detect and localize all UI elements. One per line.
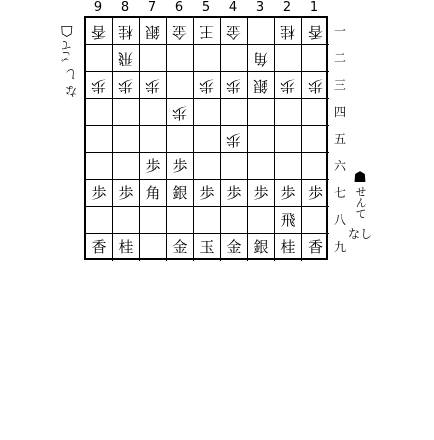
sente-piece: 歩: [172, 156, 188, 175]
board-square-piece[interactable]: [248, 45, 275, 72]
board-square-piece[interactable]: [275, 180, 302, 207]
board-square-piece[interactable]: [248, 234, 275, 261]
board-square-piece[interactable]: [167, 234, 194, 261]
board-square-piece[interactable]: [194, 234, 221, 261]
gote-piece: 歩: [226, 130, 242, 149]
shogi-board: [84, 16, 328, 260]
board-square[interactable]: [275, 45, 302, 72]
gote-piece: 歩: [91, 76, 107, 95]
board-square-piece[interactable]: [113, 234, 140, 261]
rank-label: 四: [333, 105, 346, 119]
rank-labels: [330, 16, 350, 260]
board-square[interactable]: [275, 153, 302, 180]
sente-hand: [348, 168, 372, 268]
file-labels: [0, 0, 434, 16]
board-square[interactable]: [167, 45, 194, 72]
file-label: 1: [309, 0, 319, 15]
sente-piece: 飛: [280, 210, 296, 229]
gote-piece: 飛: [118, 49, 134, 68]
board-square[interactable]: [275, 99, 302, 126]
gote-piece: 金: [172, 22, 188, 41]
sente-piece: 角: [145, 183, 161, 202]
gote-piece: 歩: [307, 76, 323, 95]
gote-mark-icon: ☖: [60, 22, 74, 40]
sente-piece: 歩: [199, 183, 215, 202]
board-square-piece[interactable]: [167, 18, 194, 45]
board-square[interactable]: [113, 126, 140, 153]
gote-piece: 香: [307, 22, 323, 41]
sente-piece: 歩: [307, 183, 323, 202]
board-square[interactable]: [86, 126, 113, 153]
board-square-piece[interactable]: [140, 72, 167, 99]
board-square-piece[interactable]: [140, 153, 167, 180]
board-square[interactable]: [140, 45, 167, 72]
sente-piece: 銀: [253, 238, 269, 256]
board-square[interactable]: [140, 99, 167, 126]
board-square[interactable]: [302, 99, 329, 126]
board-square-piece[interactable]: [302, 234, 329, 261]
board-square[interactable]: [86, 153, 113, 180]
board-square-piece[interactable]: [275, 207, 302, 234]
rank-label: 一: [333, 24, 346, 38]
file-label: 8: [120, 0, 130, 15]
board-square-piece[interactable]: [302, 180, 329, 207]
board-square[interactable]: [194, 207, 221, 234]
board-square-piece[interactable]: [86, 234, 113, 261]
board-square-piece[interactable]: [140, 180, 167, 207]
gote-piece: 歩: [199, 76, 215, 95]
board-square[interactable]: [221, 207, 248, 234]
rank-label: 六: [333, 159, 346, 173]
board-square-piece[interactable]: [113, 18, 140, 45]
board-square[interactable]: [140, 207, 167, 234]
gote-piece: 銀: [253, 76, 269, 95]
board-square-piece[interactable]: [302, 18, 329, 45]
rank-label: 五: [333, 132, 346, 146]
board-square[interactable]: [275, 126, 302, 153]
board-square-piece[interactable]: [86, 180, 113, 207]
board-square-piece[interactable]: [113, 45, 140, 72]
gote-hand-pieces: なし: [64, 67, 77, 98]
board-square[interactable]: [221, 99, 248, 126]
board-square-piece[interactable]: [248, 180, 275, 207]
sente-piece: 桂: [118, 238, 134, 256]
board-square-piece[interactable]: [86, 72, 113, 99]
board-square[interactable]: [167, 72, 194, 99]
file-label: 4: [228, 0, 238, 15]
file-label: 9: [93, 0, 103, 15]
board-square[interactable]: [194, 99, 221, 126]
board-square[interactable]: [194, 45, 221, 72]
board-square-piece[interactable]: [86, 18, 113, 45]
board-square[interactable]: [86, 45, 113, 72]
gote-piece: 歩: [280, 76, 296, 95]
gote-hand: [57, 22, 77, 102]
board-square-piece[interactable]: [140, 18, 167, 45]
gote-piece: 銀: [145, 22, 161, 41]
board-square-piece[interactable]: [275, 234, 302, 261]
board-square[interactable]: [140, 234, 167, 261]
gote-piece: 王: [199, 22, 215, 41]
board-square[interactable]: [302, 45, 329, 72]
sente-piece: 歩: [145, 156, 161, 175]
board-square[interactable]: [248, 153, 275, 180]
board-square-piece[interactable]: [167, 99, 194, 126]
board-square[interactable]: [86, 207, 113, 234]
board-square[interactable]: [302, 153, 329, 180]
rank-label: 七: [333, 186, 346, 200]
file-label: 3: [255, 0, 265, 15]
gote-name: ごて: [60, 40, 73, 62]
board-square[interactable]: [194, 153, 221, 180]
gote-piece: 歩: [226, 76, 242, 95]
file-label: 7: [147, 0, 157, 15]
file-label: 2: [282, 0, 292, 15]
file-label: 6: [174, 0, 184, 15]
sente-piece: 金: [172, 238, 188, 256]
gote-piece: 桂: [118, 22, 134, 41]
board-square[interactable]: [86, 99, 113, 126]
board-square[interactable]: [113, 207, 140, 234]
board-square-piece[interactable]: [113, 72, 140, 99]
sente-piece: 香: [307, 238, 323, 256]
board-square-piece[interactable]: [167, 180, 194, 207]
board-square-piece[interactable]: [167, 153, 194, 180]
sente-piece: 金: [226, 238, 242, 256]
sente-piece: 歩: [91, 183, 107, 202]
board-square[interactable]: [221, 45, 248, 72]
board-square[interactable]: [248, 99, 275, 126]
board-square-piece[interactable]: [275, 18, 302, 45]
sente-piece: 玉: [199, 238, 215, 256]
sente-piece: 歩: [253, 183, 269, 202]
board-square[interactable]: [194, 126, 221, 153]
board-square-piece[interactable]: [221, 18, 248, 45]
board-square-piece[interactable]: [248, 72, 275, 99]
board-square-piece[interactable]: [302, 72, 329, 99]
board-square[interactable]: [248, 207, 275, 234]
gote-piece: 金: [226, 22, 242, 41]
sente-piece: 歩: [280, 183, 296, 202]
board-square[interactable]: [167, 207, 194, 234]
sente-piece: 歩: [226, 183, 242, 202]
sente-hand-pieces: なし: [348, 227, 373, 241]
board-square[interactable]: [248, 18, 275, 45]
gote-piece: 歩: [145, 76, 161, 95]
gote-piece: 桂: [280, 22, 296, 41]
board-square-piece[interactable]: [221, 126, 248, 153]
gote-piece: 角: [253, 49, 269, 68]
board-square-piece[interactable]: [194, 180, 221, 207]
sente-mark-icon: ☗: [353, 168, 367, 186]
board-square-piece[interactable]: [221, 180, 248, 207]
rank-label: 三: [333, 78, 346, 92]
file-label: 5: [201, 0, 211, 15]
gote-piece: 歩: [118, 76, 134, 95]
rank-label: 九: [333, 240, 346, 254]
sente-piece: 歩: [118, 183, 134, 202]
board-square-piece[interactable]: [221, 234, 248, 261]
board-square-piece[interactable]: [275, 72, 302, 99]
board-square[interactable]: [302, 126, 329, 153]
sente-piece: 香: [91, 238, 107, 256]
rank-label: 八: [333, 213, 346, 227]
board-square[interactable]: [140, 126, 167, 153]
board-square[interactable]: [302, 207, 329, 234]
board-square-piece[interactable]: [194, 18, 221, 45]
board-square[interactable]: [221, 153, 248, 180]
sente-piece: 銀: [172, 183, 188, 202]
board-square[interactable]: [167, 126, 194, 153]
board-square-piece[interactable]: [113, 180, 140, 207]
board-square[interactable]: [113, 99, 140, 126]
board-square[interactable]: [113, 153, 140, 180]
board-square-piece[interactable]: [221, 72, 248, 99]
gote-piece: 香: [91, 22, 107, 41]
rank-label: 二: [333, 51, 346, 65]
gote-piece: 歩: [172, 103, 188, 122]
sente-piece: 桂: [280, 238, 296, 256]
board-square-piece[interactable]: [194, 72, 221, 99]
board-square[interactable]: [248, 126, 275, 153]
sente-name: せんて: [354, 186, 367, 219]
